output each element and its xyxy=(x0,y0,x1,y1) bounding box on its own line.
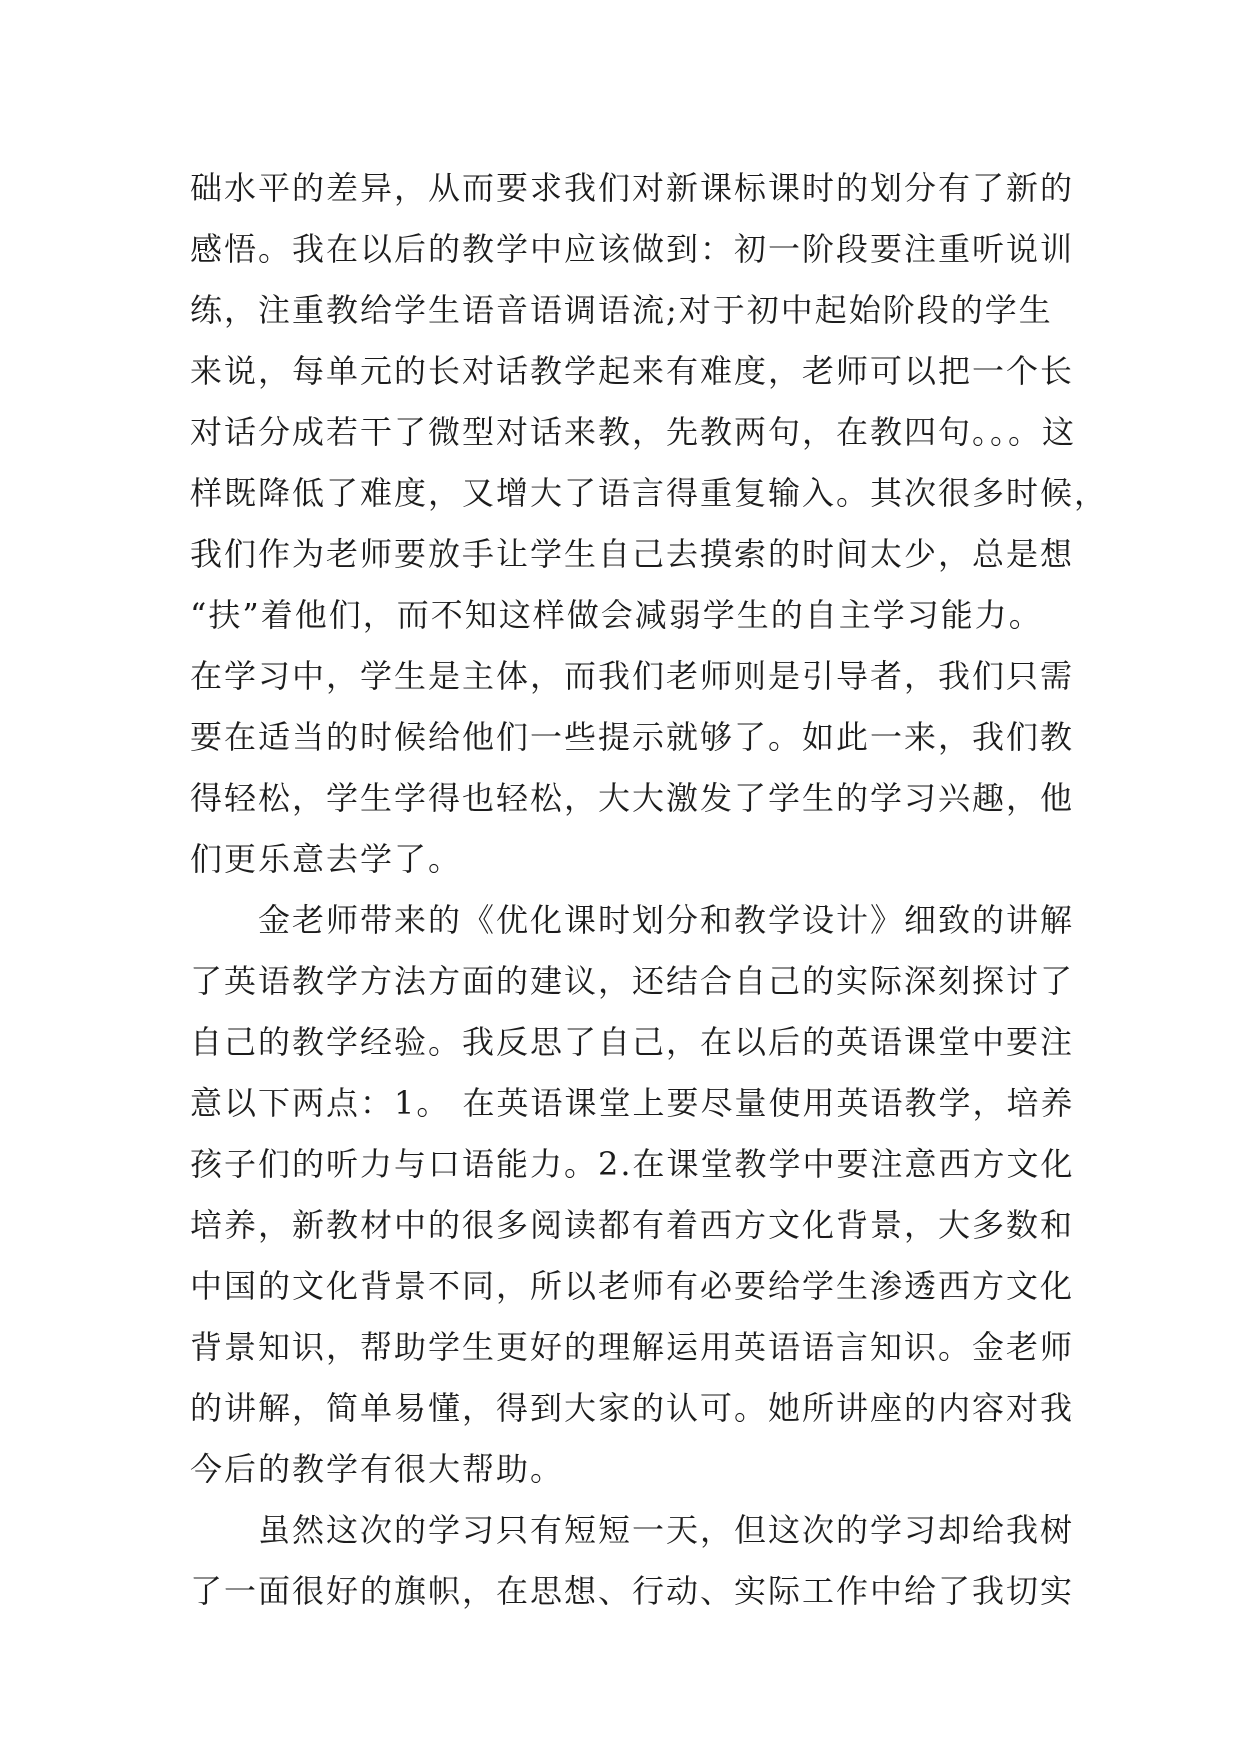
text-line: 础水平的差异，从而要求我们对新课标课时的划分有了新的 xyxy=(190,169,1075,207)
text-line: 中国的文化背景不同，所以老师有必要给学生渗透西方文化 xyxy=(190,1267,1075,1305)
text-line: 们更乐意去学了。 xyxy=(190,840,463,878)
text-line: 了英语教学方法方面的建议，还结合自己的实际深刻探讨了 xyxy=(190,962,1075,1000)
text-line: 了一面很好的旗帜，在思想、行动、实际工作中给了我切实 xyxy=(190,1572,1075,1610)
text-line: 我们作为老师要放手让学生自己去摸索的时间太少，总是想 xyxy=(190,535,1075,573)
text-line: 要在适当的时候给他们一些提示就够了。如此一来，我们教 xyxy=(190,718,1075,756)
body-text xyxy=(190,158,1109,1622)
text-line: “扶”着他们，而不知这样做会减弱学生的自主学习能力。 xyxy=(190,596,1043,634)
text-line: 的讲解，简单易懂，得到大家的认可。她所讲座的内容对我 xyxy=(190,1389,1075,1427)
text-line: 培养，新教材中的很多阅读都有着西方文化背景，大多数和 xyxy=(190,1206,1075,1244)
text-line: 在学习中，学生是主体，而我们老师则是引导者，我们只需 xyxy=(190,657,1075,695)
text-line: 练，注重教给学生语音语调语流;对于初中起始阶段的学生 xyxy=(190,291,1053,329)
text-line: 来说，每单元的长对话教学起来有难度，老师可以把一个长 xyxy=(190,352,1075,390)
paragraph-first-line: 金老师带来的《优化课时划分和教学设计》细致的讲解 xyxy=(258,901,1075,939)
text-line: 背景知识，帮助学生更好的理解运用英语语言知识。金老师 xyxy=(190,1328,1075,1366)
text-line: 得轻松，学生学得也轻松，大大激发了学生的学习兴趣，他 xyxy=(190,779,1075,817)
text-line: 样既降低了难度，又增大了语言得重复输入。其次很多时候， xyxy=(190,474,1109,512)
text-line: 意以下两点：1。 在英语课堂上要尽量使用英语教学，培养 xyxy=(190,1084,1075,1122)
text-line: 自己的教学经验。我反思了自己，在以后的英语课堂中要注 xyxy=(190,1023,1075,1061)
paragraph-first-line: 虽然这次的学习只有短短一天，但这次的学习却给我树 xyxy=(258,1511,1075,1549)
text-line: 今后的教学有很大帮助。 xyxy=(190,1450,565,1488)
text-line: 孩子们的听力与口语能力。2.在课堂教学中要注意西方文化 xyxy=(190,1145,1075,1183)
text-line: 感悟。我在以后的教学中应该做到：初一阶段要注重听说训 xyxy=(190,230,1075,268)
text-line: 对话分成若干了微型对话来教，先教两句，在教四句。。。这 xyxy=(190,413,1077,451)
